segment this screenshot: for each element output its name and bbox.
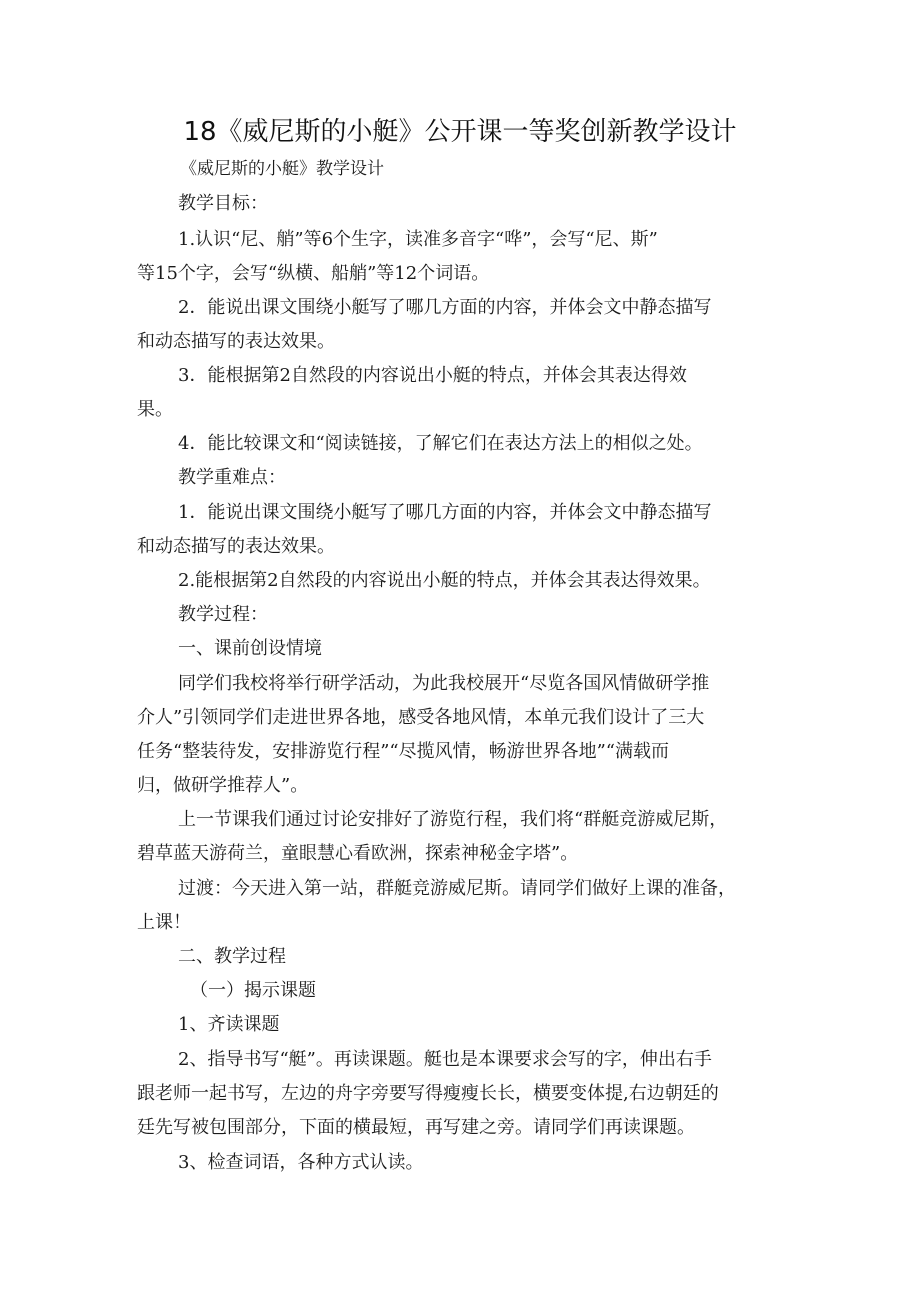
goal-2-line-2: 和动态描写的表达效果。 <box>137 331 335 352</box>
step-2-line-3: 廷先写被包围部分，下面的横最短，再写建之旁。请同学们再读课题。 <box>137 1117 695 1138</box>
paragraph-1-line-2: 介人”引领同学们走进世界各地，感受各地风情，本单元我们设计了三大 <box>137 707 705 728</box>
goal-4: 4．能比较课文和“阅读链接，了解它们在表达方法上的相似之处。 <box>178 433 703 454</box>
subsection-1-heading: （一）揭示课题 <box>190 980 316 1001</box>
step-2-line-2: 跟老师一起书写，左边的舟字旁要写得瘦瘦长长，横要变体提,右边朝廷的 <box>137 1083 719 1104</box>
key-point-1-line-1: 1．能说出课文围绕小艇写了哪几方面的内容，并体会文中静态描写 <box>178 502 712 523</box>
key-point-2: 2.能根据第2自然段的内容说出小艇的特点，并体会其表达得效果。 <box>178 570 711 591</box>
heading-key-points: 教学重难点： <box>178 467 286 488</box>
goal-1-line-2: 等15个字，会写“纵横、船艄”等12个词语。 <box>137 263 490 284</box>
paragraph-1-line-3: 任务“整装待发，安排游览行程”“尽揽风情，畅游世界各地”“满载而 <box>137 741 670 762</box>
step-2-line-1: 2、指导书写“艇”。再读课题。艇也是本课要求会写的字，伸出右手 <box>178 1049 712 1070</box>
section-1-heading: 一、课前创设情境 <box>178 638 322 659</box>
goal-1-line-1: 1.认识“尼、艄”等6个生字，读准多音字“哗”，会写“尼、斯” <box>178 229 658 250</box>
document-title: 18《威尼斯的小艇》公开课一等奖创新教学设计 <box>183 117 737 147</box>
goal-3-line-1: 3．能根据第2自然段的内容说出小艇的特点，并体会其表达得效 <box>178 365 687 386</box>
step-3: 3、检查词语，各种方式认读。 <box>178 1152 424 1173</box>
heading-teaching-goals: 教学目标： <box>178 193 268 214</box>
paragraph-1-line-1: 同学们我校将举行研学活动，为此我校展开“尽览各国风情做研学推 <box>178 673 710 694</box>
document-subtitle: 《威尼斯的小艇》教学设计 <box>180 159 384 179</box>
paragraph-3-line-1: 过渡：今天进入第一站，群艇竞游威尼斯。请同学们做好上课的准备， <box>178 878 736 899</box>
step-1: 1、齐读课题 <box>178 1014 280 1035</box>
key-point-1-line-2: 和动态描写的表达效果。 <box>137 536 335 557</box>
paragraph-2-line-1: 上一节课我们通过讨论安排好了游览行程，我们将“群艇竞游威尼斯， <box>178 809 728 830</box>
paragraph-1-line-4: 归，做研学推荐人”。 <box>137 775 309 796</box>
paragraph-2-line-2: 碧草蓝天游荷兰，童眼慧心看欧洲，探索神秘金字塔”。 <box>137 843 579 864</box>
heading-teaching-process: 教学过程： <box>178 604 268 625</box>
paragraph-3-line-2: 上课！ <box>137 912 191 933</box>
goal-3-line-2: 果。 <box>137 399 173 420</box>
section-2-heading: 二、教学过程 <box>178 946 286 967</box>
goal-2-line-1: 2．能说出课文围绕小艇写了哪几方面的内容，并体会文中静态描写 <box>178 297 712 318</box>
